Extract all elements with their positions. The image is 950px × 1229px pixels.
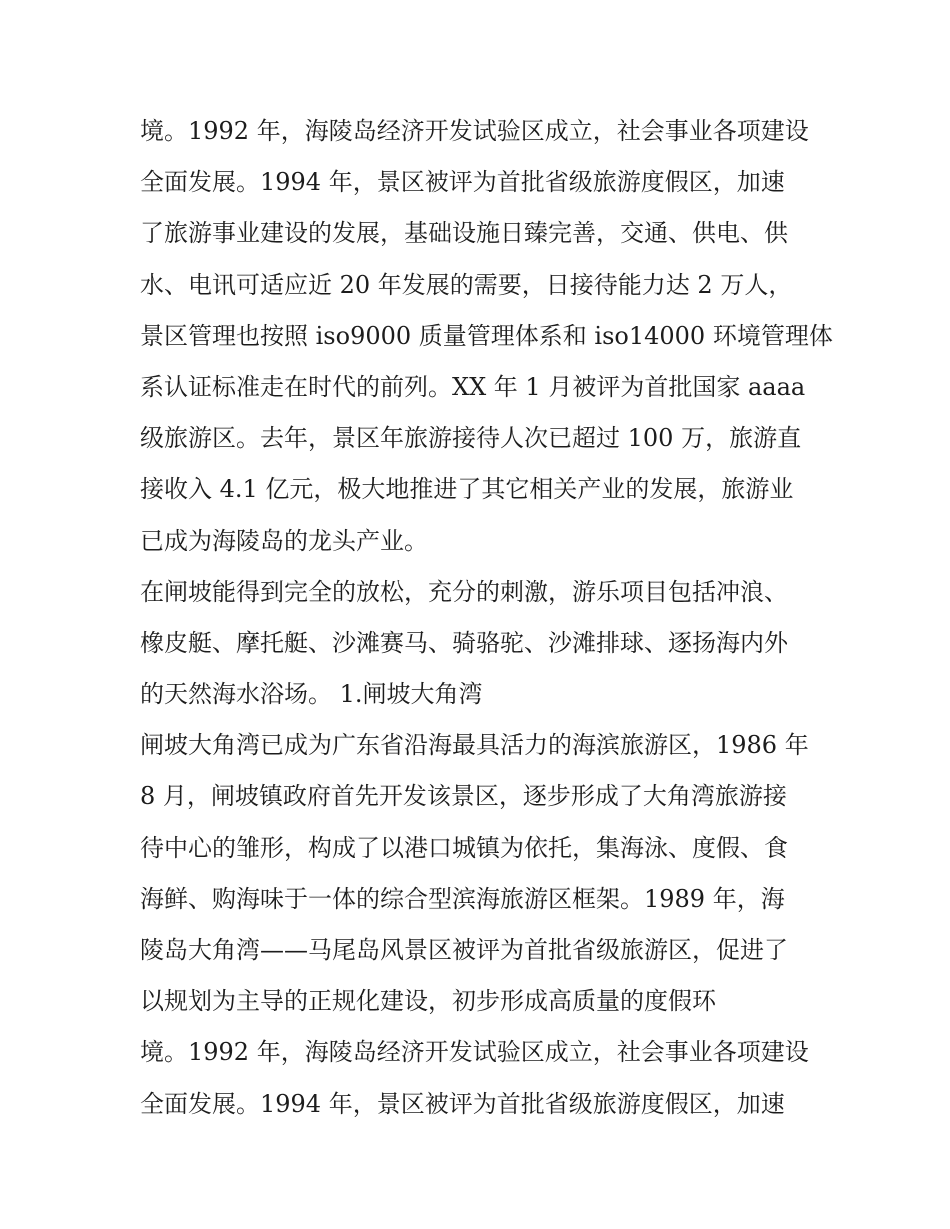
text-line: 海鲜、购海味于一体的综合型滨海旅游区框架。1989 年，海 (140, 884, 785, 913)
text-line: 的天然海水浴场。 1.闸坡大角湾 (140, 680, 483, 709)
text-line: 接收入 4.1 亿元，极大地推进了其它相关产业的发展，旅游业 (140, 475, 794, 504)
text-line: 8 月，闸坡镇政府首先开发该景区，逐步形成了大角湾旅游接 (140, 782, 787, 811)
text-line: 境。1992 年，海陵岛经济开发试验区成立，社会事业各项建设 (140, 117, 809, 145)
text-line: 待中心的雏形，构成了以港口城镇为依托，集海泳、度假、食 (140, 833, 788, 862)
text-line: 级旅游区。去年，景区年旅游接待人次已超过 100 万，旅游直 (140, 424, 802, 453)
text-line: 闸坡大角湾已成为广东省沿海最具活力的海滨旅游区，1986 年 (140, 731, 809, 760)
text-line: 了旅游事业建设的发展，基础设施日臻完善，交通、供电、供 (140, 219, 788, 248)
text-line: 水、电讯可适应近 20 年发展的需要，日接待能力达 2 万人， (140, 270, 793, 299)
text-line: 全面发展。1994 年，景区被评为首批省级旅游度假区，加速 (140, 168, 785, 197)
text-line: 橡皮艇、摩托艇、沙滩赛马、骑骆驼、沙滩排球、逐扬海内外 (140, 628, 788, 657)
text-line: 在闸坡能得到完全的放松，充分的刺激，游乐项目包括冲浪、 (140, 577, 788, 606)
text-line: 已成为海陵岛的龙头产业。 (140, 526, 428, 555)
text-line: 景区管理也按照 iso9000 质量管理体系和 iso14000 环境管理体 (140, 321, 833, 350)
text-line: 以规划为主导的正规化建设，初步形成高质量的度假环 (140, 987, 716, 1016)
text-line: 陵岛大角湾——马尾岛风景区被评为首批省级旅游区，促进了 (140, 936, 788, 964)
body-text (140, 106, 833, 1130)
text-line: 系认证标准走在时代的前列。XX 年 1 月被评为首批国家 aaaa (140, 372, 806, 401)
text-line: 境。1992 年，海陵岛经济开发试验区成立，社会事业各项建设 (140, 1038, 809, 1067)
text-line: 全面发展。1994 年，景区被评为首批省级旅游度假区，加速 (140, 1089, 785, 1118)
